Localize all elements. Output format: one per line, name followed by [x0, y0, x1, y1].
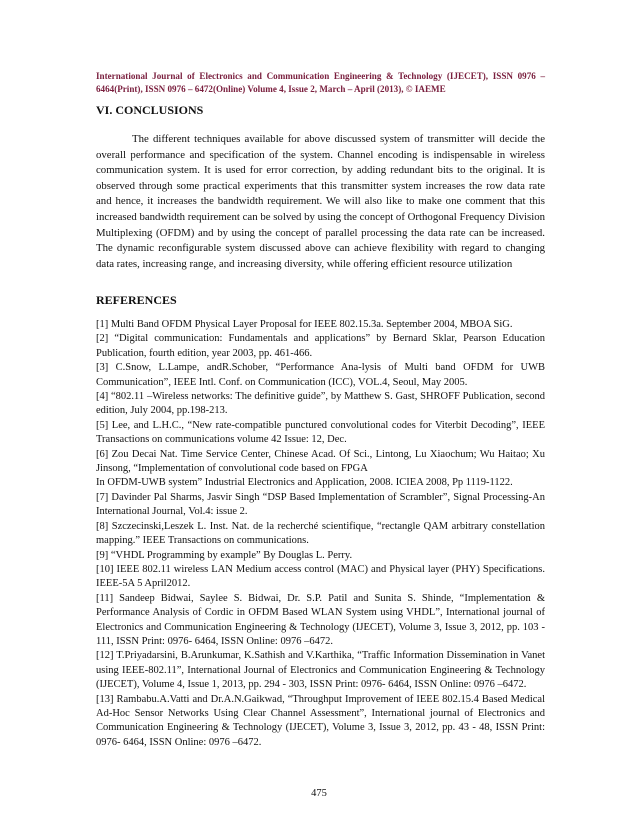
reference-item: [6] Zou Decai Nat. Time Service Center, Chinese Acad. Of Sci., Lintong, Lu Xiaochum; Wu Haitao; Xu Jinsong, “Implementation of convolutional code based on FPGA: [96, 448, 545, 475]
reference-item: [10] IEEE 802.11 wireless LAN Medium access control (MAC) and Physical layer (PHY) Specifications. IEEE-5A 5 April2012.: [96, 563, 545, 590]
reference-item: [5] Lee, and L.H.C., “New rate-compatible punctured convolutional codes for Viterbit Decoding”, IEEE Transactions on communications volume 42 Issue: 12, Dec.: [96, 419, 545, 446]
reference-item: [3] C.Snow, L.Lampe, andR.Schober, “Performance Ana-lysis of Multi band OFDM for UWB Communication”, IEEE Intl. Conf. on Communication (ICC), VOL.4, Seoul, May 2005.: [96, 362, 545, 388]
reference-item: [1] Multi Band OFDM Physical Layer Proposal for IEEE 802.15.3a. September 2004, MBOA SiG.: [96, 319, 513, 330]
reference-item: [8] Szczecinski,Leszek L. Inst. Nat. de la recherché scientifique, “rectangle QAM arbitrary constellation mapping.” IEEE Transactions on communications.: [96, 520, 545, 547]
reference-item: [12] T.Priyadarsini, B.Arunkumar, K.Sathish and V.Karthika, “Traffic Information Dissemination in Vanet using IEEE-802.11”, International Journal of Electronics and Communication Engineering & Technology (IJECET), Volume 4, Issue 1, 2013, pp. 294 - 303, ISSN Print: 0976- 6464, ISSN Online: 0976 –6472.: [96, 650, 545, 691]
reference-item: [13] Rambabu.A.Vatti and Dr.A.N.Gaikwad, “Throughput Improvement of IEEE 802.15.4 Based Medical Ad-Hoc Sensor Networks Using Clear Channel Assessment”, International journal of Electronics and Communication Engineering & Technology (IJECET), Volume 3, Issue 3, 2012, pp. 43 - 48, ISSN Print: 0976- 6464, ISSN Online: 0976 –6472.: [96, 693, 545, 748]
conclusions-paragraph: The different techniques available for above discussed system of transmitter will decide the overall performance and specification of the system. Channel encoding is indispensable in wireless communication system. It is used for error correction, by adding redundant bits to the original. It is observed through some practical experiments that this transmitter system increases the row data rate and hence, it increases the bandwidth requirement. We will also like to make one comment that this increased bandwidth requirement can be solved by using the concept of Orthogonal Frequency Division Multiplexing (OFDM) and by using the concept of parallel processing the data rate can be increased. The dynamic reconfigurable system discussed above can achieve flexibility with regard to changing data rates, increasing range, and increasing diversity, while offering efficient resource utilization: [96, 133, 545, 270]
reference-item: [9] “VHDL Programming by example” By Douglas L. Perry.: [96, 549, 353, 561]
references-heading: REFERENCES: [96, 293, 177, 307]
reference-item: [4] “802.11 –Wireless networks: The definitive guide”, by Matthew S. Gast, SHROFF Publication, second edition, July 2004, pp.198-213.: [96, 391, 545, 417]
reference-list: [96, 318, 545, 750]
page-number: 475: [311, 788, 327, 799]
reference-item: [7] Davinder Pal Sharms, Jasvir Singh “DSP Based Implementation of Scrambler”, Signal Processing-An International Journal, Vol.4: issue 2.: [96, 491, 545, 518]
reference-item: [2] “Digital communication: Fundamentals and applications” by Bernard Sklar, Pearson Education Publication, fourth edition, year 2003, pp. 461-466.: [96, 333, 545, 359]
journal-header: International Journal of Electronics and Communication Engineering & Technology (IJECET), ISSN 0976 – 6464(Print), ISSN 0976 – 6472(Online) Volume 4, Issue 2, March – April (2013), © IAEME: [96, 71, 545, 94]
reference-item: In OFDM-UWB system” Industrial Electronics and Application, 2008. ICIEA 2008, Pp 1119-1122.: [96, 477, 513, 489]
conclusions-heading: VI. CONCLUSIONS: [96, 103, 204, 117]
reference-item: [11] Sandeep Bidwai, Saylee S. Bidwai, Dr. S.P. Patil and Sunita S. Shinde, “Implementation & Performance Analysis of Cordic in OFDM Based WLAN System using VHDL”, International journal of Electronics and Communication Engineering & Technology (IJECET), Volume 3, Issue 3, 2012, pp. 103 - 111, ISSN Print: 0976- 6464, ISSN Online: 0976 –6472.: [96, 592, 545, 647]
